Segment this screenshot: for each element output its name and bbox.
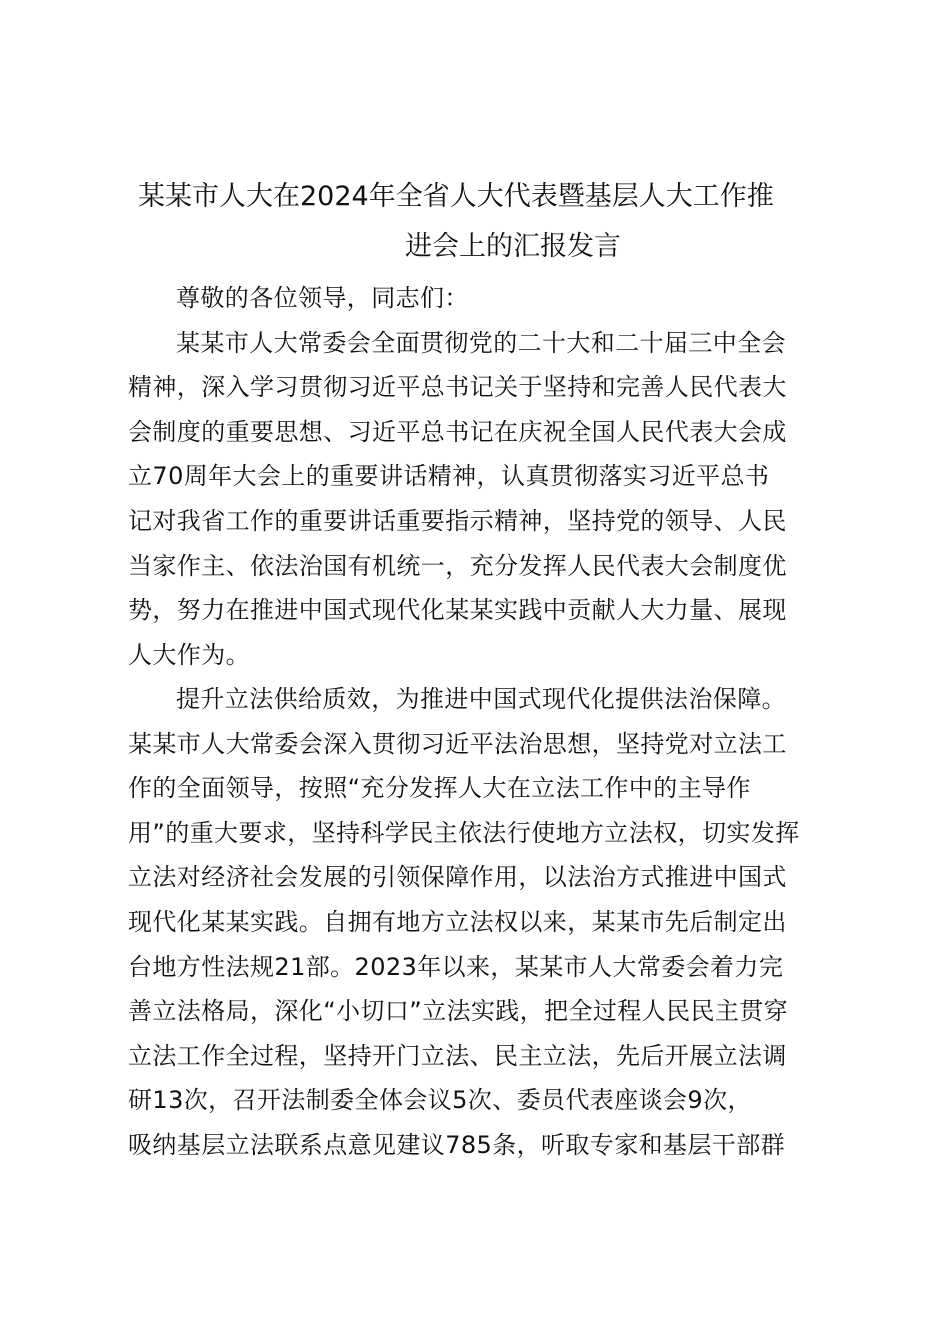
paragraph-2-line: 善立法格局，深化“小切口”立法实践，把全过程人民民主贯穿 <box>128 997 789 1025</box>
paragraph-2-line: 台地方性法规21部。2023年以来，某某市人大常委会着力完 <box>128 953 784 981</box>
paragraph-1-line: 某某市人大常委会全面贯彻党的二十大和二十届三中全会 <box>176 329 786 357</box>
paragraph-2-line: 立法工作全过程，坚持开门立法、民主立法，先后开展立法调 <box>128 1042 787 1070</box>
salutation: 尊敬的各位领导，同志们： <box>176 284 469 312</box>
paragraph-2-line: 研13次，召开法制委全体会议5次、委员代表座谈会9次， <box>128 1086 752 1114</box>
paragraph-1-line: 势，努力在推进中国式现代化某某实践中贡献人大力量、展现 <box>128 596 787 624</box>
paragraph-2-line: 吸纳基层立法联系点意见建议785条，听取专家和基层干部群 <box>128 1131 786 1159</box>
paragraph-2-line: 立法对经济社会发展的引领保障作用，以法治方式推进中国式 <box>128 863 787 891</box>
paragraph-1-line: 当家作主、依法治国有机统一，充分发挥人民代表大会制度优 <box>128 552 787 580</box>
paragraph-1-line: 人大作为。 <box>128 641 250 669</box>
document-title-line-2: 进会上的汇报发言 <box>405 231 621 262</box>
paragraph-1-line: 会制度的重要思想、习近平总书记在庆祝全国人民代表大会成 <box>128 418 787 446</box>
document-title-line-1: 某某市人大在2024年全省人大代表暨基层人大工作推 <box>138 181 774 212</box>
paragraph-1-line: 立70周年大会上的重要讲话精神，认真贯彻落实习近平总书 <box>128 462 770 490</box>
paragraph-2-line: 提升立法供给质效，为推进中国式现代化提供法治保障。 <box>176 685 786 713</box>
paragraph-2-line: 某某市人大常委会深入贯彻习近平法治思想，坚持党对立法工 <box>128 730 787 758</box>
paragraph-2-line: 现代化某某实践。自拥有地方立法权以来，某某市先后制定出 <box>128 908 787 936</box>
paragraph-2-line: 作的全面领导，按照“充分发挥人大在立法工作中的主导作 <box>128 774 751 802</box>
paragraph-2-line: 用”的重大要求，坚持科学民主依法行使地方立法权，切实发挥 <box>128 819 800 847</box>
paragraph-1-line: 记对我省工作的重要讲话重要指示精神，坚持党的领导、人民 <box>128 507 787 535</box>
paragraph-1-line: 精神，深入学习贯彻习近平总书记关于坚持和完善人民代表大 <box>128 373 787 401</box>
